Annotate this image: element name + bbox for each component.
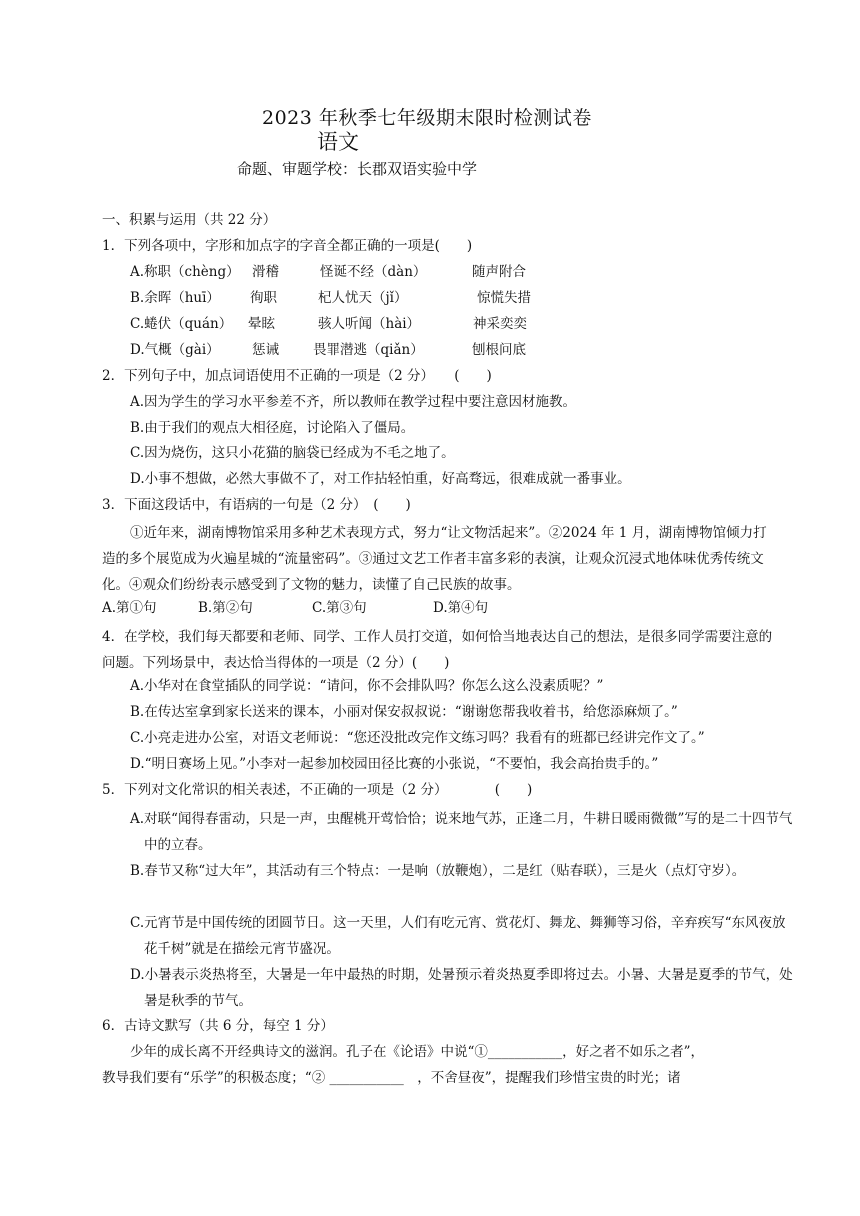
q1-row-b-col2: 徇职 xyxy=(250,290,277,306)
q1-row-d-col3: 畏罪潜逃（qiǎn） xyxy=(313,342,424,358)
question-4-stem: 4．在学校，我们每天都要和老师、同学、工作人员打交道，如何恰当地表达自己的想法，是很多同学需要注意的问题。下列场景中，表达恰当得体的一项是（2 分）( ) xyxy=(102,629,773,671)
q2-option-a: A.因为学生的学习水平参差不齐，所以教师在教学过程中要注意因材施教。 xyxy=(130,394,577,410)
q1-row-d-col1: D.气概（gài） xyxy=(130,342,220,358)
q1-row-b-col1: B.余晖（huī） xyxy=(130,290,220,306)
question-5-stem: 5．下列对文化常识的相关表述，不正确的一项是（2 分） ( ) xyxy=(102,782,533,798)
q3-option-a: A.第①句 xyxy=(102,600,157,616)
q6-line-1: 少年的成长离不开经典诗文的滋润。孔子在《论语》中说“①___________，好之者不如乐之者”， xyxy=(130,1044,705,1060)
q1-row-a-col3: 怪诞不经（dàn） xyxy=(320,264,427,280)
subject-title: 语文 xyxy=(317,130,359,154)
q3-option-d: D.第④句 xyxy=(433,600,489,616)
q1-row-d-col4: 刨根问底 xyxy=(472,342,526,358)
q5-option-d: D.小暑表示炎热将至，大暑是一年中最热的时期，处暑预示着炎热夏季即将过去。小暑、大暑是夏季的节气，处暑是秋季的节气。 xyxy=(130,967,793,1009)
question-6-stem: 6．古诗文默写（共 6 分，每空 1 分） xyxy=(102,1018,334,1034)
q1-row-a-col4: 随声附合 xyxy=(472,264,526,280)
question-2-stem: 2．下列句子中，加点词语使用不正确的一项是（2 分） ( ) xyxy=(102,368,492,384)
question-3-stem: 3．下面这段话中，有语病的一句是（2 分） ( ) xyxy=(102,497,411,513)
q2-option-b: B.由于我们的观点大相径庭，讨论陷入了僵局。 xyxy=(130,420,415,436)
exam-title: 2023 年秋季七年级期末限时检测试卷 xyxy=(262,107,592,129)
q5-option-b: B.春节又称“过大年”，其活动有三个特点：一是响（放鞭炮），二是红（贴春联），三是火（点灯守岁）。 xyxy=(130,863,746,879)
organizer-line: 命题、审题学校：长郡双语实验中学 xyxy=(237,160,478,178)
q2-option-d: D.小事不想做，必然大事做不了，对工作拈轻怕重，好高骛远，很难成就一番事业。 xyxy=(130,471,631,487)
q6-line-2: 教导我们要有“乐学”的积极态度；“② ___________ ，不舍昼夜”，提醒我们珍惜宝贵的时光；诸 xyxy=(102,1070,681,1086)
q3-option-b: B.第②句 xyxy=(198,600,253,616)
q4-option-a: A.小华对在食堂插队的同学说：“请问，你不会排队吗？你怎么这么没素质呢？” xyxy=(130,678,604,694)
q5-option-c: C.元宵节是中国传统的团圆节日。这一天里，人们有吃元宵、赏花灯、舞龙、舞狮等习俗，辛弃疾写“东风夜放花千树”就是在描绘元宵节盛况。 xyxy=(130,915,786,957)
q1-row-c-col3: 骇人听闻（hài） xyxy=(318,316,421,332)
question-1-stem: 1．下列各项中，字形和加点字的字音全都正确的一项是( ) xyxy=(102,238,473,254)
q1-row-c-col4: 神采奕奕 xyxy=(473,316,527,332)
q1-row-c-col2: 晕眩 xyxy=(248,316,275,332)
q1-row-a-col2: 滑稽 xyxy=(252,264,279,280)
q1-row-c-col1: C.蜷伏（quán） xyxy=(130,316,233,332)
q3-passage: ①近年来，湖南博物馆采用多种艺术表现方式，努力“让文物活起来”。②2024 年 1 月，湖南博物馆倾力打造的多个展览成为火遍星城的“流量密码”。③通过文艺工作者丰富多彩的表演，让观众沉浸式地体味优秀传统文化。④观众们纷纷表示感受到了文物的魅力，读懂了自己民族的故事。 xyxy=(102,525,767,593)
q1-row-d-col2: 惩诫 xyxy=(252,342,279,358)
q3-option-c: C.第③句 xyxy=(312,600,367,616)
q2-option-c: C.因为烧伤，这只小花猫的脑袋已经成为不毛之地了。 xyxy=(130,445,455,461)
section-heading: 一、积累与运用（共 22 分） xyxy=(102,212,277,228)
q1-row-a-col1: A.称职（chèng） xyxy=(130,264,240,280)
q5-option-a: A.对联“闻得春雷动，只是一声，虫醒桃开莺恰恰；说来地气苏，正逢二月，牛耕日暖雨微微”写的是二十四节气中的立春。 xyxy=(130,811,793,853)
q1-row-b-col4: 惊慌失措 xyxy=(477,290,531,306)
q1-row-b-col3: 杞人忧天（jǐ） xyxy=(318,290,408,306)
q4-option-c: C.小亮走进办公室，对语文老师说：“您还没批改完作文练习吗？我看有的班都已经讲完作文了。” xyxy=(130,730,705,746)
q4-option-b: B.在传达室拿到家长送来的课本，小丽对保安叔叔说：“谢谢您帮我收着书，给您添麻烦了。” xyxy=(130,704,678,720)
q4-option-d: D.“明日赛场上见。”小李对一起参加校园田径比赛的小张说，“不要怕，我会高抬贵手的。” xyxy=(130,756,659,772)
